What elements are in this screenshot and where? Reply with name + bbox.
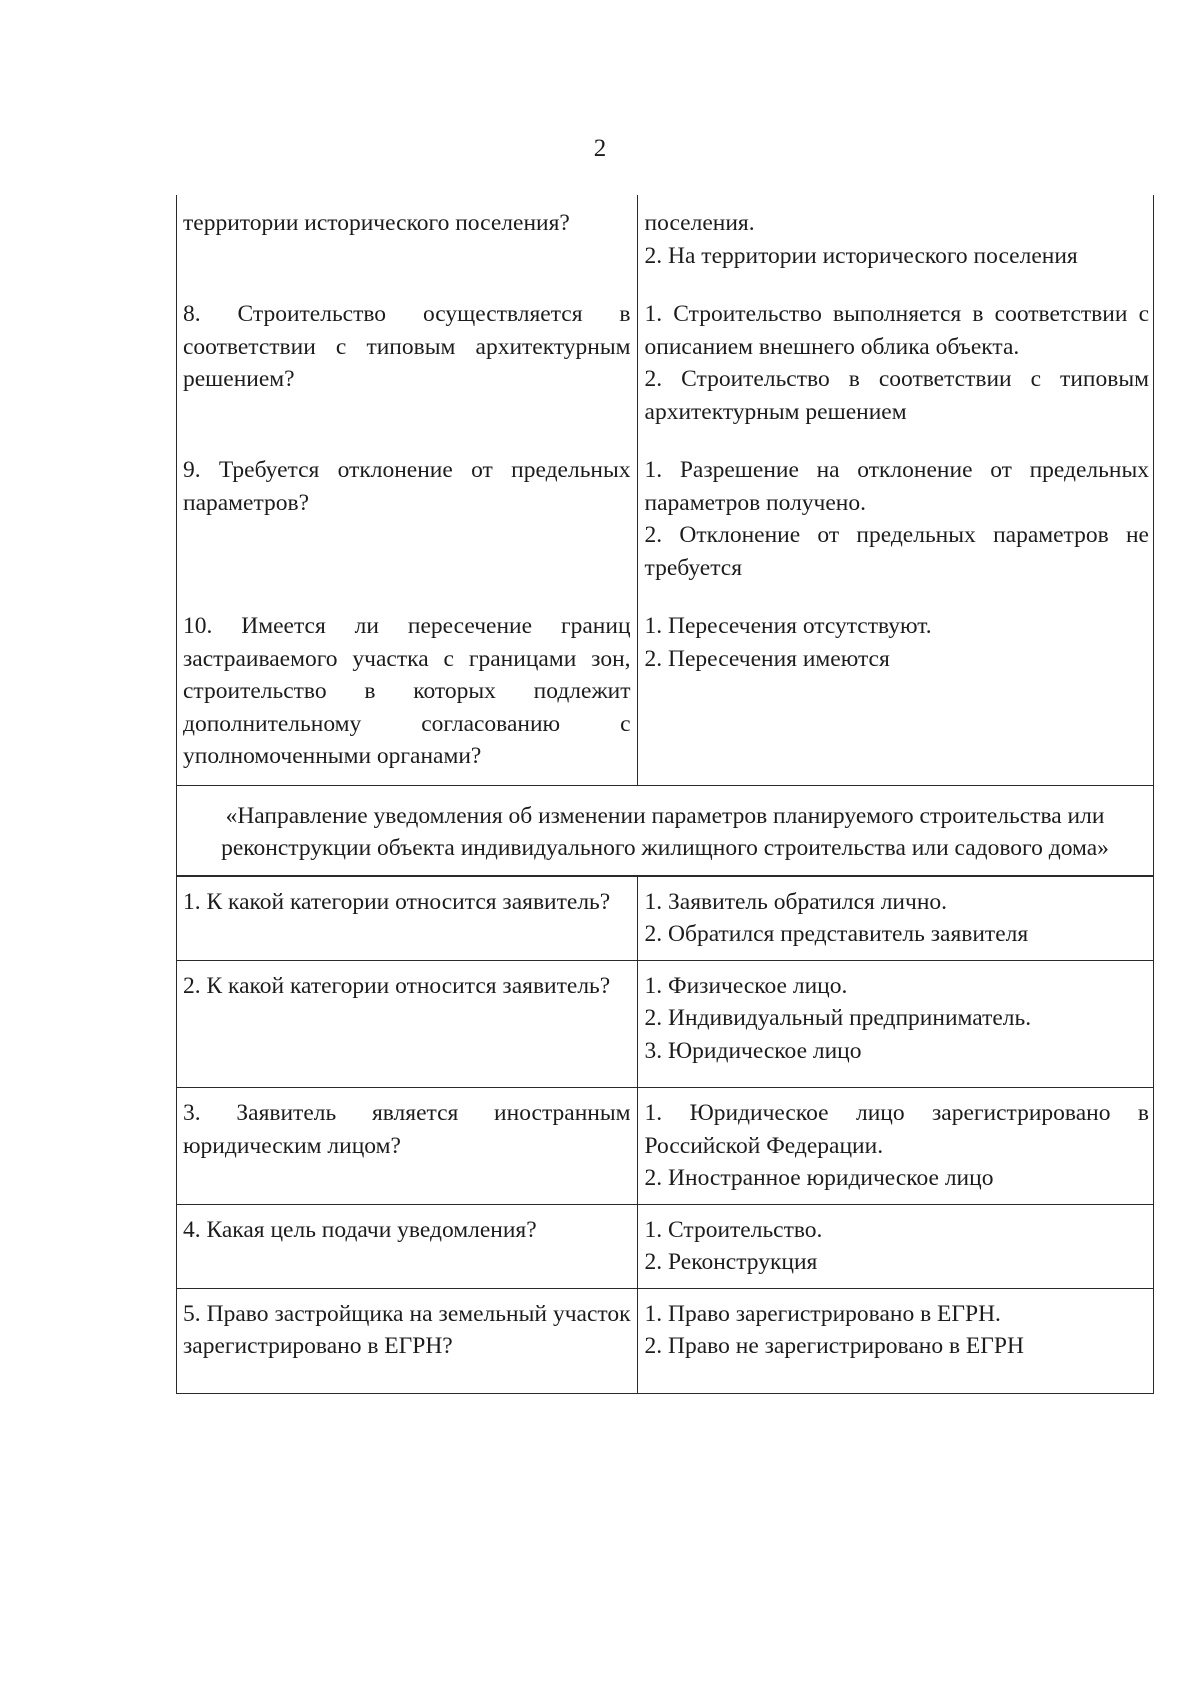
answer-option: 2. Обратился представитель заявителя <box>644 921 1029 947</box>
question-cell: 2. К какой категории относится заявитель? <box>177 961 638 1088</box>
table-row <box>177 876 1153 960</box>
answer-cell <box>638 961 1153 1088</box>
questions-table <box>176 195 1154 1394</box>
question-cell: 1. К какой категории относится заявитель? <box>177 877 638 960</box>
table-row <box>177 296 1153 452</box>
question-cell: территории исторического поселения? <box>177 195 638 296</box>
question-cell: 10. Имеется ли пересечение границ застраиваемого участка с границами зон, строительство в которых подлежит дополнительному согласованию с уполномоченными органами? <box>177 608 638 785</box>
answer-option: 1. Заявитель обратился лично. <box>644 888 948 915</box>
answer-cell <box>638 608 1153 785</box>
notification-questions-block <box>176 875 1154 1394</box>
answer-option: поселения. <box>644 210 755 236</box>
answer-cell <box>638 1205 1153 1288</box>
table-row <box>177 1288 1153 1393</box>
answer-option: 1. Физическое лицо. <box>644 972 848 999</box>
answer-option: 1. Пересечения отсутствуют. <box>644 613 932 639</box>
answer-option: 2. Строительство в соответствии с типовым архитектурным решением <box>644 366 1149 425</box>
answer-cell <box>638 1289 1153 1393</box>
table-row <box>177 452 1153 608</box>
answer-option: 2. Реконструкция <box>644 1249 818 1275</box>
table-row <box>177 195 1153 296</box>
answer-option: 3. Юридическое лицо <box>644 1037 862 1064</box>
answer-cell <box>638 452 1153 608</box>
answer-option: 2. На территории исторического поселения <box>644 242 1078 269</box>
answer-cell <box>638 195 1153 296</box>
answer-option: 2. Индивидуальный предприниматель. <box>644 1005 1032 1031</box>
answer-option: 2. Иностранное юридическое лицо <box>644 1165 994 1191</box>
answer-cell <box>638 877 1153 960</box>
answer-cell <box>638 296 1153 452</box>
answer-cell <box>638 1088 1153 1204</box>
question-cell: 4. Какая цель подачи уведомления? <box>177 1205 638 1288</box>
table-row <box>177 608 1153 785</box>
answer-option: 2. Право не зарегистрировано в ЕГРН <box>644 1333 1024 1359</box>
question-cell: 9. Требуется отклонение от предельных параметров? <box>177 452 638 608</box>
question-cell: 5. Право застройщика на земельный участок зарегистрировано в ЕГРН? <box>177 1289 638 1393</box>
table-row <box>177 960 1153 1088</box>
answer-option: 1. Юридическое лицо зарегистрировано в Российской Федерации. <box>644 1100 1149 1159</box>
answer-option: 1. Разрешение на отклонение от предельных параметров получено. <box>644 457 1149 516</box>
section-heading: «Направление уведомления об изменении параметров планируемого строительства или реконструкции объекта индивидуального жилищного строительства или садового дома» <box>176 785 1154 875</box>
answer-option: 2. Пересечения имеются <box>644 645 890 672</box>
answer-option: 1. Строительство выполняется в соответствии с описанием внешнего облика объекта. <box>644 301 1149 360</box>
table-continuation-block <box>176 195 1154 785</box>
page-number: 2 <box>593 135 607 162</box>
table-row <box>177 1087 1153 1204</box>
answer-option: 2. Отклонение от предельных параметров не требуется <box>644 522 1149 581</box>
answer-option: 1. Право зарегистрировано в ЕГРН. <box>644 1300 1001 1327</box>
question-cell: 8. Строительство осуществляется в соответствии с типовым архитектурным решением? <box>177 296 638 452</box>
answer-option: 1. Строительство. <box>644 1216 823 1243</box>
question-cell: 3. Заявитель является иностранным юридическим лицом? <box>177 1088 638 1204</box>
table-row <box>177 1204 1153 1288</box>
